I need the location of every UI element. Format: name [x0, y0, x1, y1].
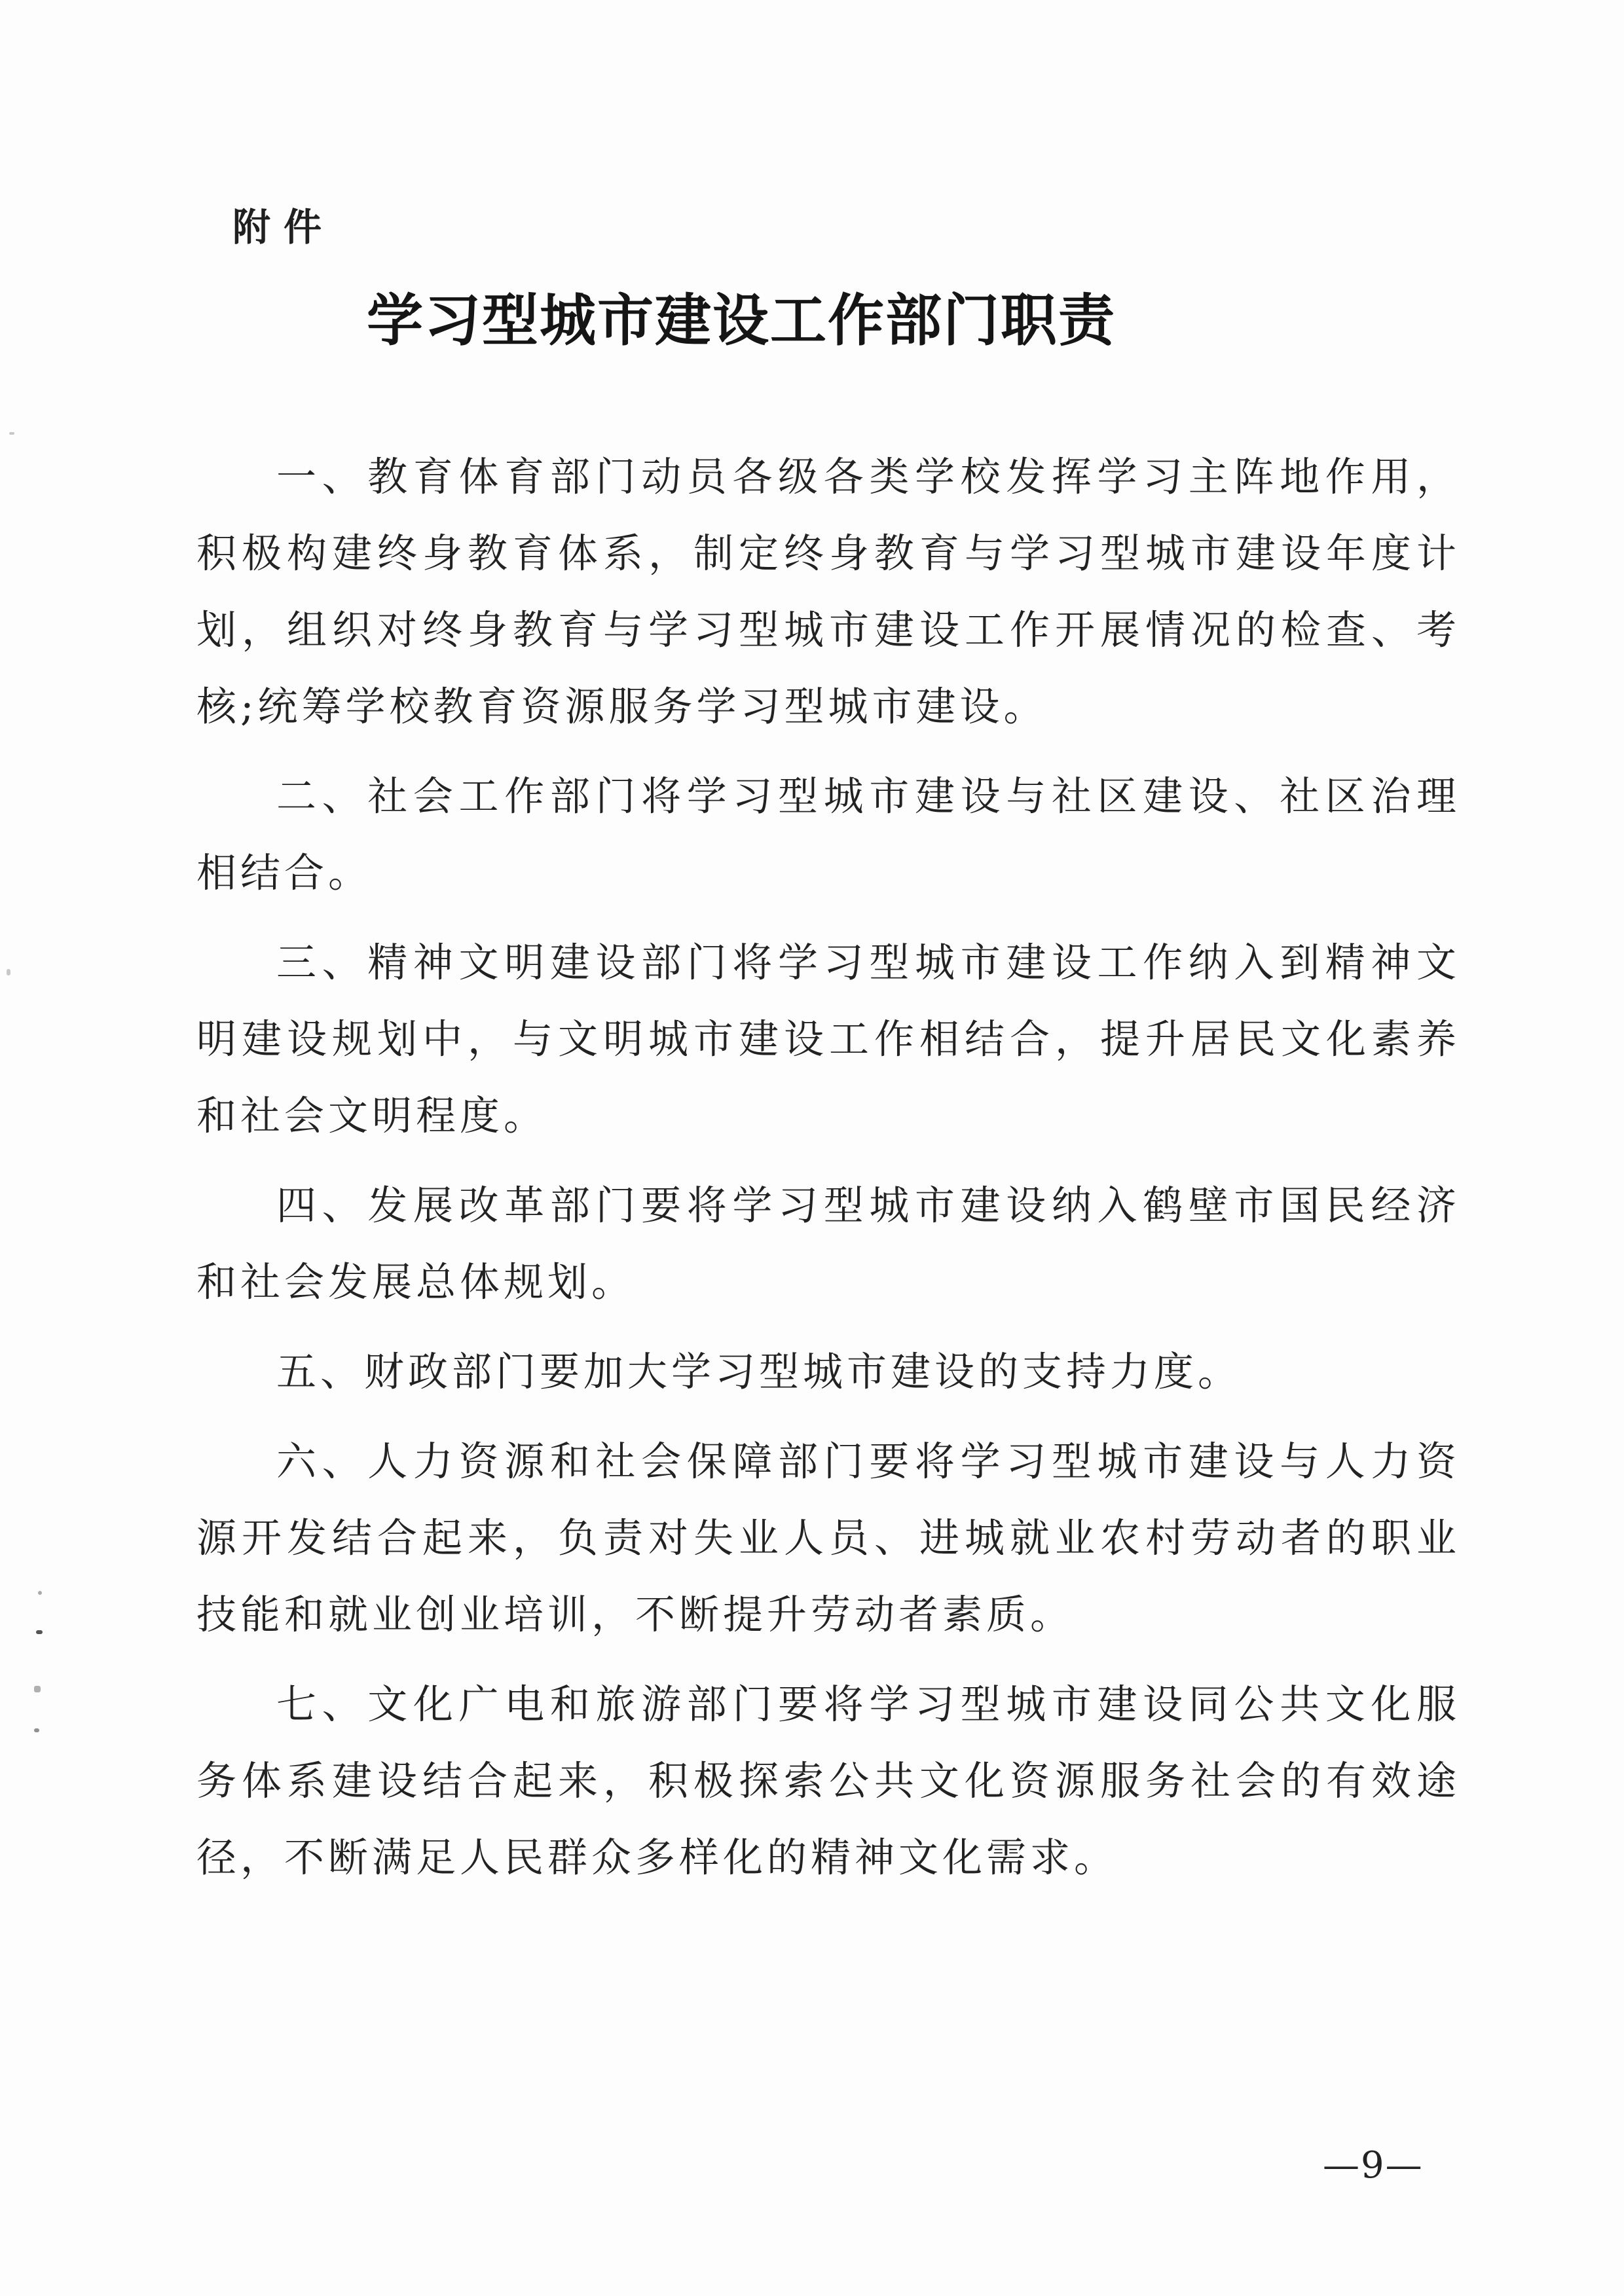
scan-speck [9, 432, 14, 435]
scan-speck [7, 969, 10, 975]
scan-speck [34, 1686, 41, 1692]
scan-speck [34, 1728, 39, 1732]
paragraph-development-reform: 四、发展改革部门要将学习型城市建设纳入鹤壁市国民经济和社会发展总体规划。 [196, 1182, 1460, 1305]
scan-speck [36, 1630, 43, 1634]
scan-speck [38, 1591, 42, 1595]
paragraph-social-work: 二、社会工作部门将学习型城市建设与社区建设、社区治理相结合。 [196, 773, 1460, 896]
paragraph-education: 一、教育体育部门动员各级各类学校发挥学习主阵地作用，积极构建终身教育体系，制定终身教育与学习型城市建设年度计划，组织对终身教育与学习型城市建设工作开展情况的检查、考核;统筹学校教育资源服务学习型城市建设。 [196, 454, 1460, 730]
document-body [196, 439, 1460, 1909]
document-title: 学习型城市建设工作部门职责 [367, 288, 1116, 354]
attachment-label: 附件 [232, 205, 335, 249]
paragraph-human-resources: 六、人力资源和社会保障部门要将学习型城市建设与人力资源开发结合起来，负责对失业人员、进城就业农村劳动者的职业技能和就业创业培训，不断提升劳动者素质。 [196, 1438, 1460, 1638]
paragraph-finance: 五、财政部门要加大学习型城市建设的支持力度。 [276, 1349, 1242, 1395]
page-number: —9— [1323, 2144, 1424, 2187]
paragraph-culture-tourism: 七、文化广电和旅游部门要将学习型城市建设同公共文化服务体系建设结合起来，积极探索公共文化资源服务社会的有效途径，不断满足人民群众多样化的精神文化需求。 [196, 1681, 1460, 1881]
paragraph-civilization: 三、精神文明建设部门将学习型城市建设工作纳入到精神文明建设规划中，与文明城市建设工作相结合，提升居民文化素养和社会文明程度。 [196, 939, 1460, 1139]
